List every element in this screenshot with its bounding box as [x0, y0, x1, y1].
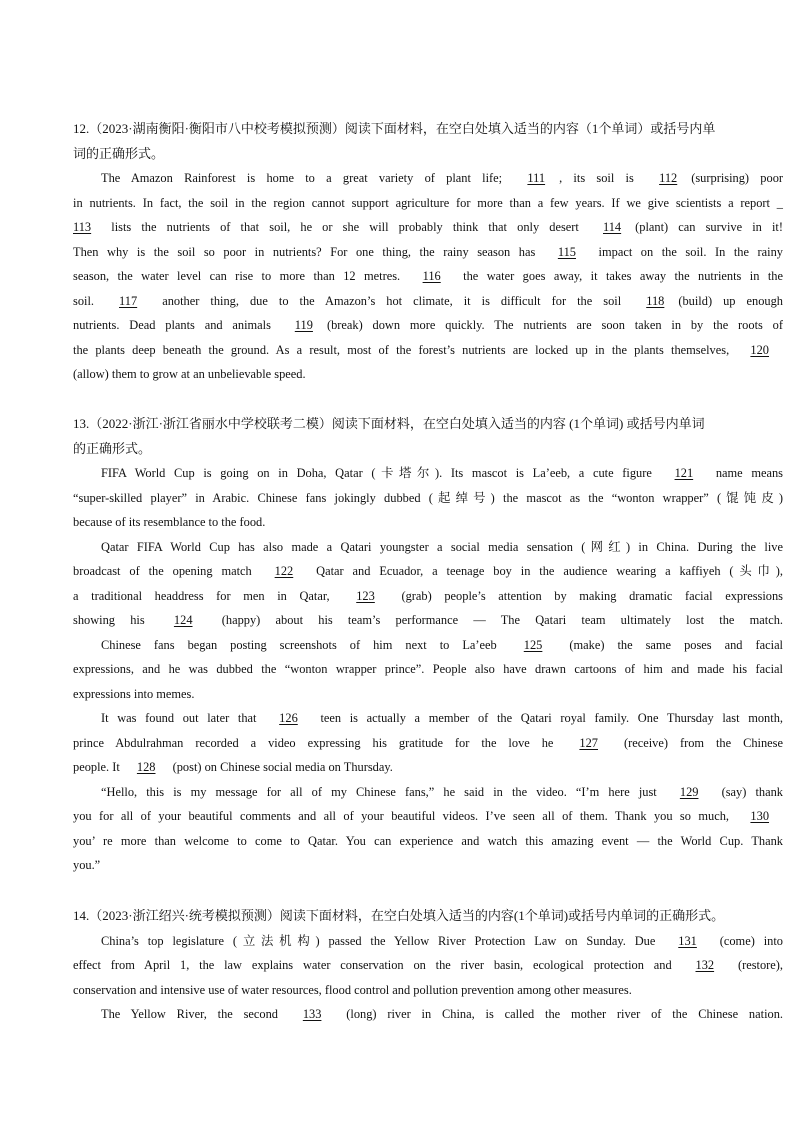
passage-line: expressions, and he was dubbed the “wonton wrapper prince”. People also have drawn cartoons of him and made his facial — [73, 662, 783, 676]
passage-line: you’ re more than welcome to come to Qatar. You can experience and watch this amazing event — the World Cup. Thank — [73, 833, 783, 848]
blank-131[interactable]: 131 — [678, 933, 697, 948]
passage-line: China’s top legislature (立法机构) passed the Yellow River Protection Law on Sunday. Due 131 (come) into — [73, 929, 783, 954]
blank-111[interactable]: 111 — [527, 171, 546, 185]
passage-line: nutrients. Dead plants and animals 119 (break) down more quickly. The nutrients are soon taken in by the roots of — [73, 313, 783, 338]
passage-line: expressions into memes. — [73, 686, 195, 701]
passage-line: the plants deep beneath the ground. As a result, most of the forest’s nutrients are locked up in the plants themselves, 120 — [73, 338, 783, 363]
passage-line: The Amazon Rainforest is home to a great variety of plant life; 111 , its soil is 112 (surprising) poor — [73, 166, 783, 191]
blank-129[interactable]: 129 — [679, 784, 699, 799]
question-13-heading: 13.（2022·浙江·浙江省丽水中学校联考二模）阅读下面材料，在空白处填入适当的内容 (1个单词) 或括号内单词 — [73, 416, 705, 431]
passage-line: broadcast of the opening match 122 Qatar and Ecuador, a teenage boy in the audience wearing a kaffiyeh (头巾), — [73, 559, 783, 584]
blank-122[interactable]: 122 — [274, 564, 294, 578]
blank-125[interactable]: 125 — [523, 637, 543, 652]
passage-line: you.” — [73, 858, 101, 872]
passage-line: The Yellow River, the second 133 (long) river in China, is called the mother river of the Chinese nation. — [73, 1002, 783, 1027]
blank-132[interactable]: 132 — [695, 958, 715, 972]
blank-118[interactable]: 118 — [646, 293, 665, 308]
question-14 — [73, 904, 783, 1027]
passage-line: a traditional headdress for men in Qatar, 123 (grab) people’s attention by making dramatic facial expressions — [73, 584, 783, 609]
blank-121[interactable]: 121 — [674, 466, 694, 480]
passage-line: (allow) them to grow at an unbelievable speed. — [73, 367, 306, 381]
blank-114[interactable]: 114 — [603, 220, 622, 234]
question-13 — [73, 412, 783, 878]
blank-113[interactable]: 113 — [73, 220, 92, 234]
passage-line: soil. 117 another thing, due to the Amazon’s hot climate, it is difficult for the soil 118 (build) up enough — [73, 289, 783, 314]
passage-line: because of its resemblance to the food. — [73, 515, 266, 529]
passage-line: people. It 128 (post) on Chinese social media on Thursday. — [73, 755, 783, 780]
blank-115[interactable]: 115 — [557, 244, 576, 259]
blank-130[interactable]: 130 — [750, 809, 770, 823]
passage-line: you for all of your beautiful comments and all of your beautiful videos. I’ve seen all of them. Thank you so much, 130 — [73, 804, 783, 829]
passage-line: Chinese fans began posting screenshots of him next to La’eeb 125 (make) the same poses and facial — [73, 633, 783, 658]
passage-line: It was found out later that 126 teen is actually a member of the Qatari royal family. One Thursday last month, — [73, 706, 783, 731]
passage-line: conservation and intensive use of water resources, flood control and pollution prevention among other measures. — [73, 982, 632, 997]
blank-119[interactable]: 119 — [294, 318, 313, 332]
blank-120[interactable]: 120 — [750, 342, 769, 357]
passage-line: showing his 124 (happy) about his team’s performance — The Qatari team ultimately lost the match. — [73, 608, 783, 633]
question-12-heading-cont: 词的正确形式。 — [73, 145, 165, 161]
blank-127[interactable]: 127 — [579, 735, 598, 750]
blank-128[interactable]: 128 — [136, 760, 156, 774]
passage-line: season, the water level can rise to more than 12 metres. 116 the water goes away, it takes away the nutrients in the — [73, 264, 783, 289]
blank-133[interactable]: 133 — [302, 1007, 322, 1021]
question-12 — [73, 117, 783, 387]
blank-117[interactable]: 117 — [119, 293, 138, 308]
blank-123[interactable]: 123 — [356, 588, 375, 603]
passage-line: FIFA World Cup is going on in Doha, Qatar (卡塔尔). Its mascot is La’eeb, a cute figure 121 name means — [73, 461, 783, 486]
passage-line: Then why is the soil so poor in nutrients? For one thing, the rainy season has 115 impact on the soil. In the rainy — [73, 240, 783, 265]
passage-line: “Hello, this is my message for all of my Chinese fans,” he said in the video. “I’m here just 129 (say) thank — [73, 780, 783, 805]
question-14-heading: 14.（2023·浙江绍兴·统考模拟预测）阅读下面材料，在空白处填入适当的内容(1个单词)或括号内单词的正确形式。 — [73, 908, 725, 923]
passage-line: in nutrients. In fact, the soil in the region cannot support agriculture for more than a few years. If we give scientists a report _ — [73, 195, 783, 210]
blank-116[interactable]: 116 — [422, 269, 441, 283]
blank-126[interactable]: 126 — [279, 711, 298, 725]
passage-line: prince Abdulrahman recorded a video expressing his gratitude for the love he 127 (receive) from the Chinese — [73, 731, 783, 756]
blank-112[interactable]: 112 — [659, 171, 678, 185]
question-13-heading-cont: 的正确形式。 — [73, 440, 152, 456]
passage-line: effect from April 1, the law explains water conservation on the river basin, ecological protection and 132 (restore), — [73, 953, 783, 978]
blank-124[interactable]: 124 — [173, 613, 193, 627]
passage-line: 113 lists the nutrients of that soil, he or she will probably think that only desert 114 (plant) can survive in it! — [73, 215, 783, 240]
passage-line: “super-skilled player” in Arabic. Chinese fans jokingly dubbed (起绰号) the mascot as the “wonton wrapper” (馄饨皮) — [73, 490, 783, 505]
passage-line: Qatar FIFA World Cup has also made a Qatari youngster a social media sensation (网红) in China. During the live — [101, 539, 783, 554]
question-12-heading: 12.（2023·湖南衡阳·衡阳市八中校考模拟预测）阅读下面材料，在空白处填入适当的内容（1个单词）或括号内单 — [73, 121, 716, 136]
